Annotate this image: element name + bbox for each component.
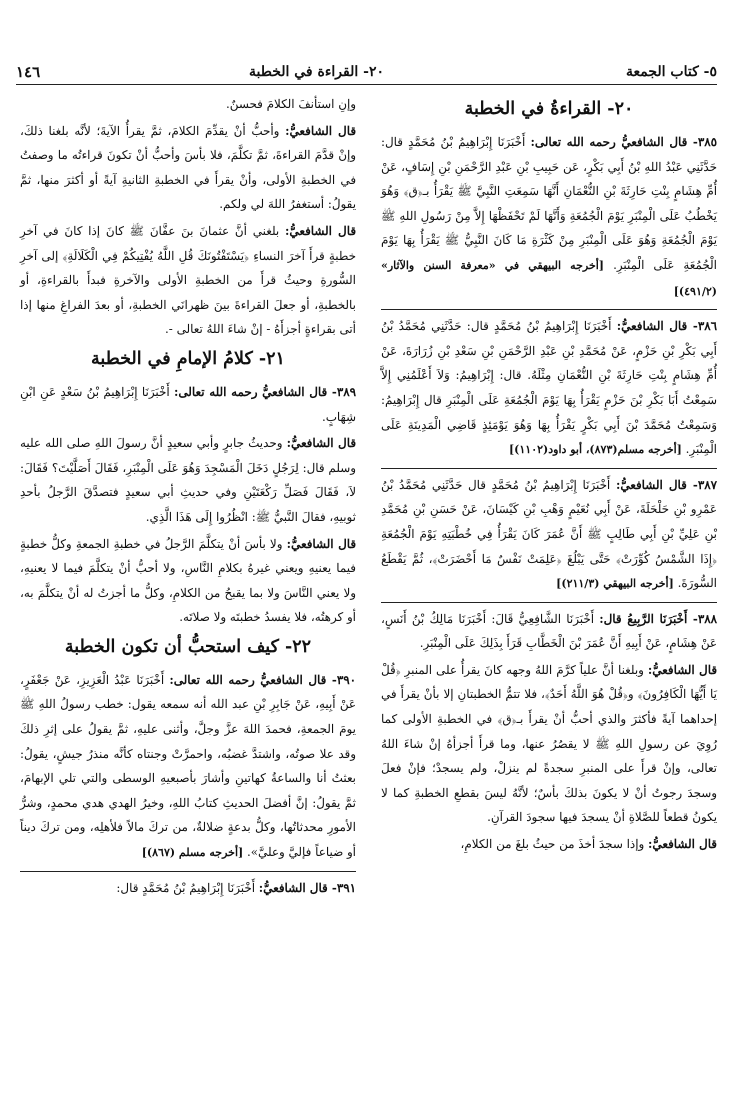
continuation-text: وإنِ استأنفَ الكلامَ فحسنٌ.	[226, 97, 356, 111]
hadith-387-source: [أخرجه البيهقي (٢١١/٣)]	[556, 577, 674, 591]
chapter-title-20: ٢٠- القراءةُ في الخطبة	[464, 99, 634, 119]
hadith-391-text: أَخْبَرَنَا إِبْرَاهِيمُ بْنُ مُحَمَّدٍ قال:	[116, 880, 255, 895]
right-column	[381, 92, 717, 859]
hadith-387	[381, 473, 717, 597]
commentary-text: بلغني أنَّ عثمانَ بنَ عفَّانَ ﷺ كانَ إذا كانَ في آخرِ خطبةٍ قرأَ آخرَ النساءِ ﴿يَسْتَفْتُونَكَ قُلِ اللَّهُ يُفْتِيكُمْ فِي الْكَلَالَةِ﴾ إلى آخرِ السُّورةِ وحيثُ قرأَ من الخطبةِ الأولى والآخرةِ فبدأَ بالقراءةِ، أو بالخطبةِ، أو جعلَ القراءةَ بينَ ظهرانَي الخطبةِ، أو بعدَ الفراغِ منها إذا أتى بقراءةٍ أجزأَهُ - إنْ شاءَ اللهُ تعالى -.	[20, 223, 356, 337]
commentary-label: قال الشافعيُّ:	[285, 223, 357, 238]
hadith-386-text: أَخْبَرَنَا إِبْرَاهِيمُ بْنُ مُحَمَّدٍ قال: حَدَّثَنِي مُحَمَّدُ بْنُ أَبِي بَكْرِ بْنِ حَزْمٍ، عَنْ مُحَمَّدِ بْنِ عَبْدِ الرَّحْمَنِ بْنِ سَعْدِ بْنِ زُرَارَةَ، عَنْ أُمِّ هِشَامٍ بِنْتِ حَارِثَةَ بْنِ النُّعْمَانِ مِثْلَهُ. قال: إِبْرَاهِيمُ: وَلاَ أَعْلَمُنِي إِلاَّ سَمِعْتُ أَبَا بَكْرِ بْنَ حَزْمٍ يَقْرَأُ بِهَا يَوْمَ الْجُمُعَةِ عَلَى الْمِنْبَرِ قال إِبْرَاهِيمُ: وَسَمِعْتُ مُحَمَّدَ بْنَ أَبِي بَكْرٍ يَقْرَأُ بِهَا وَهُوَ يَوْمَئِذٍ قَاضِي الْمَدِينَةِ عَلَى الْمِنْبَرِ.	[381, 319, 717, 457]
commentary	[20, 219, 356, 342]
left-column	[20, 92, 356, 902]
commentary-label: قال الشافعيُّ:	[286, 436, 356, 451]
hadith-387-text: أَخْبَرَنَا إِبْرَاهِيمُ بْنُ مُحَمَّدٍ قال حَدَّثَنِي مُحَمَّدُ بْنُ عَمْرِو بْنِ حَلْحَلَةَ، عَنْ أَبِي نُعَيْمٍ وَهْبِ بْنِ كَيْسَانَ، عَنْ حَسَنِ بْنِ مُحَمَّدِ بْنِ عَلِيِّ بْنِ أَبِي طَالِبٍ ﷺ أَنَّ عُمَرَ كَانَ يَقْرَأُ فِي خُطْبَتِهِ يَوْمَ الْجُمُعَةِ ﴿إِذَا الشَّمْسُ كُوِّرَتْ﴾ حَتَّى يَبْلُغَ ﴿عَلِمَتْ نَفْسٌ مَا أَحْضَرَتْ﴾، ثُمَّ يَقْطَعُ السُّورَةَ.	[381, 477, 717, 591]
separator	[20, 871, 356, 872]
separator	[381, 602, 717, 603]
hadith-389-text: أَخْبَرَنَا إِبْرَاهِيمُ بْنُ سَعْدٍ عَنِ ابْنِ شِهَابٍ.	[20, 384, 356, 424]
hadith-387-heading: ٣٨٧- قال الشافعيُّ:	[615, 477, 717, 492]
hadith-390-heading: ٣٩٠- قال الشافعيُّ رحمه الله تعالى:	[169, 672, 357, 687]
commentary-text: ولا بأسَ أنْ يتكلَّمَ الرَّجلُ في خطبةِ الجمعةِ وكلُّ خطبةٍ فيما يعنيهِ ويعني غيرهُ بكلامِ النَّاسِ، ولا أحبُّ أنْ يتكلَّمَ فيما لا يعنيهِ، ولا يعني النَّاسَ ولا بما يقبحُ من الكلامِ، وكلُّ ما أجزتُ له أنْ يتكلَّمَ به، أو كرهتُه، فلا يفسدُ خطبتَه ولا صلاتَه.	[20, 536, 356, 625]
running-header	[16, 58, 717, 85]
commentary-label: قال الشافعيُّ:	[286, 536, 357, 551]
hadith-386-heading: ٣٨٦- قال الشافعيُّ:	[616, 319, 717, 334]
hadith-390-source: [أخرجه مسلم (٨٦٧)]	[141, 846, 244, 860]
commentary	[20, 431, 356, 529]
hadith-390-text: أَخْبَرَنَا عَبْدُ الْعَزِيزِ، عَنْ جَعْفَرٍ، عَنْ أَبِيهِ، عَنْ جَابِرِ بْنِ عبد الله أنه سمعه يقول: خطب رسولُ اللهِ ﷺ يومَ الجمعةِ، فحمدَ اللهَ عزَّ وجلَّ، وأثنى عليهِ، ثمَّ يقولُ على إثرِ ذلكَ وقد علا صوتُه، واشتدَّ غضبُه، واحمرَّتْ وجنتاه كأنَّه منذرُ جيشٍ، يقولُ: بعثتُ أنا والساعةُ كهاتينِ وأشارَ بأصبعيهِ الوسطى والتي تلي الإبهامَ، ثمَّ يقولُ: إنَّ أفضلَ الحديثِ كتابُ اللهِ، وخيرُ الهدي هدي محمدٍ، وشرُّ الأمورِ محدثاتُها، وكلُّ بدعةٍ ضلالةٌ، من تركَ مالاً فلأهلِه، ومن تركَ ديناً أو ضياعاً فإليَّ وعليَّ».	[20, 672, 356, 860]
separator	[381, 309, 717, 310]
page-number: ١٤٦	[16, 63, 41, 81]
hadith-386-source: [أخرجه مسلم(٨٧٣)، أبو داود(١١٠٢)]	[508, 443, 682, 457]
commentary	[20, 532, 356, 630]
chapter-title-22: ٢٢- كيف استحبُّ أن تكون الخطبة	[64, 636, 312, 657]
hadith-385-heading: ٣٨٥- قال الشافعيُّ رحمه الله تعالى:	[530, 135, 717, 149]
commentary	[381, 658, 717, 830]
chapter-title-21: ٢١- كلامُ الإمامِ في الخطبة	[91, 348, 285, 369]
commentary-label: قال الشافعيُّ:	[647, 662, 718, 677]
commentary-text: وأحبُّ أنْ يقدِّمَ الكلامَ، ثمَّ يقرأُ الآيةَ؛ لأنَّه بلغنا ذلكَ، وإنْ قدَّمَ القراءةَ، ثمَّ تكلَّمَ، فلا بأسَ وأحبُّ أنْ تكونَ قراءتُه ما وصفتُ في الخطبةِ الأولى، وأنْ يقرأَ في الخطبةِ الثانيةِ آيةً أو أكثرَ منها، ثمَّ يقولُ: أستغفرُ اللهَ لي ولكم.	[20, 123, 356, 212]
commentary-text: وحديثُ جابرٍ وأبي سعيدٍ أنَّ رسولَ اللهِ صلى الله عليه وسلم قال: لِرَجُلٍ دَخَلَ الْمَسْجِدَ وَهُوَ عَلَى الْمِنْبَرِ، فَقَالَ أَصَلَّيْتَ؟ فَقَالَ: لاَ، فَقَالَ فَصَلِّ رَكْعَتَيْنِ وفي حديثِ أبي سعيدٍ فتصدَّقَ الرَّجلُ بأحدِ ثوبيهِ، فقالَ النَّبيُّ ﷺ: انْظُرُوا إِلَى هَذَا الَّذِي.	[20, 436, 356, 524]
hadith-385	[381, 130, 717, 304]
hadith-385-source: [أخرجه البيهقي في «معرفة السنن والآثار» (٤٩١/٢)]	[381, 258, 717, 298]
hadith-388-heading: ٣٨٨- أَخْبَرَنَا الرَّبِيعُ قال:	[599, 611, 718, 626]
hadith-385-text: أَخْبَرَنَا إِبْرَاهِيمُ بْنُ مُحَمَّدٍ قال: حَدَّثَنِي عَبْدُ اللهِ بْنُ أَبِي بَكْرٍ، عَن حَبِيبِ بْنِ عَبْدِ الرَّحْمَنِ بْنِ إِسَافٍ، عَنْ أُمِّ هِشَامٍ بِنْتِ حَارِثَةَ بْنِ النُّعْمَانِ أَنَّهَا سَمِعَتِ النَّبِيَّ ﷺ يَقْرَأُ بـ﴿ق﴾ وَهُوَ يَخْطُبُ عَلَى الْمِنْبَرِ يَوْمَ الْجُمُعَةِ وَأَنَّهَا لَمْ تَحْفَظْهَا إِلاَّ مِنْ رَسُولِ اللهِ ﷺ يَوْمَ الْجُمُعَةِ وَهُوَ عَلَى الْمِنْبَرِ مِنْ كَثْرَةِ مَا كَانَ النَّبِيُّ ﷺ يَقْرَأُ بِهَا يَوْمَ الْجُمُعَةِ عَلَى الْمِنْبَرِ.	[381, 135, 717, 272]
hadith-386	[381, 314, 717, 463]
section-title: ٢٠- القراءة في الخطبة	[248, 64, 385, 80]
commentary	[381, 832, 717, 857]
hadith-389-heading: ٣٨٩- قال الشافعيُّ رحمه الله تعالى:	[173, 384, 356, 399]
commentary-label: قال الشافعيُّ:	[285, 123, 356, 138]
separator	[381, 468, 717, 469]
book-title: ٥- كتاب الجمعة	[626, 64, 717, 80]
hadith-391	[20, 876, 356, 901]
hadith-391-heading: ٣٩١- قال الشافعيُّ:	[258, 880, 356, 895]
commentary-text: وإذا سجدَ أخذَ من حيثُ بلغَ من الكلامِ،	[460, 837, 645, 852]
commentary-text: وبلغنا أنَّ علياً كرَّمَ اللهُ وجهه كانَ يقرأُ على المنبرِ ﴿قُلْ يَا أَيُّهَا الْكَافِرُونَ﴾ و﴿قُلْ هُوَ اللَّهُ أَحَدٌ﴾، فلا تتمُّ الخطبتانِ إلا بأنْ يقرأَ في إحداهما آيةً فأكثرَ والذي أحبُّ أنْ يقرأَ بـ﴿ق﴾ في الخطبةِ الأولى كما رُوِيَ عن رسولِ اللهِ ﷺ لا يقصُرُ عنها، وما قرأَ أجزأهُ إنْ شاءَ اللهُ تعالى، وإنْ قرأَ على المنبرِ سجدةً لم ينزلْ، ولم يسجدْ؛ فإنْ فعلَ وسجدَ رجوتُ أنْ لا يكونَ بذلكَ بأسٌ؛ لأنَّهُ ليسَ بقطعِ الخطبةِ كما لا يكونُ قطعاً للصَّلاةِ أنْ يسجدَ فيها سجودَ القرآنِ.	[381, 662, 717, 825]
commentary-label: قال الشافعيُّ:	[648, 837, 717, 852]
commentary	[20, 119, 356, 217]
hadith-390	[20, 668, 356, 866]
hadith-388	[381, 607, 717, 656]
hadith-388-text: أَخْبَرَنَا الشَّافِعِيُّ قَالَ: أَخْبَرَنَا مَالِكُ بْنُ أَنَسٍ، عَنْ هِشَامٍ، عَنْ أَبِيهِ أَنَّ عُمَرَ بْنَ الْخَطَّابِ قَرَأَ بِذَلِكَ عَلَى الْمِنْبَرِ.	[381, 611, 717, 651]
hadith-389	[20, 380, 356, 429]
